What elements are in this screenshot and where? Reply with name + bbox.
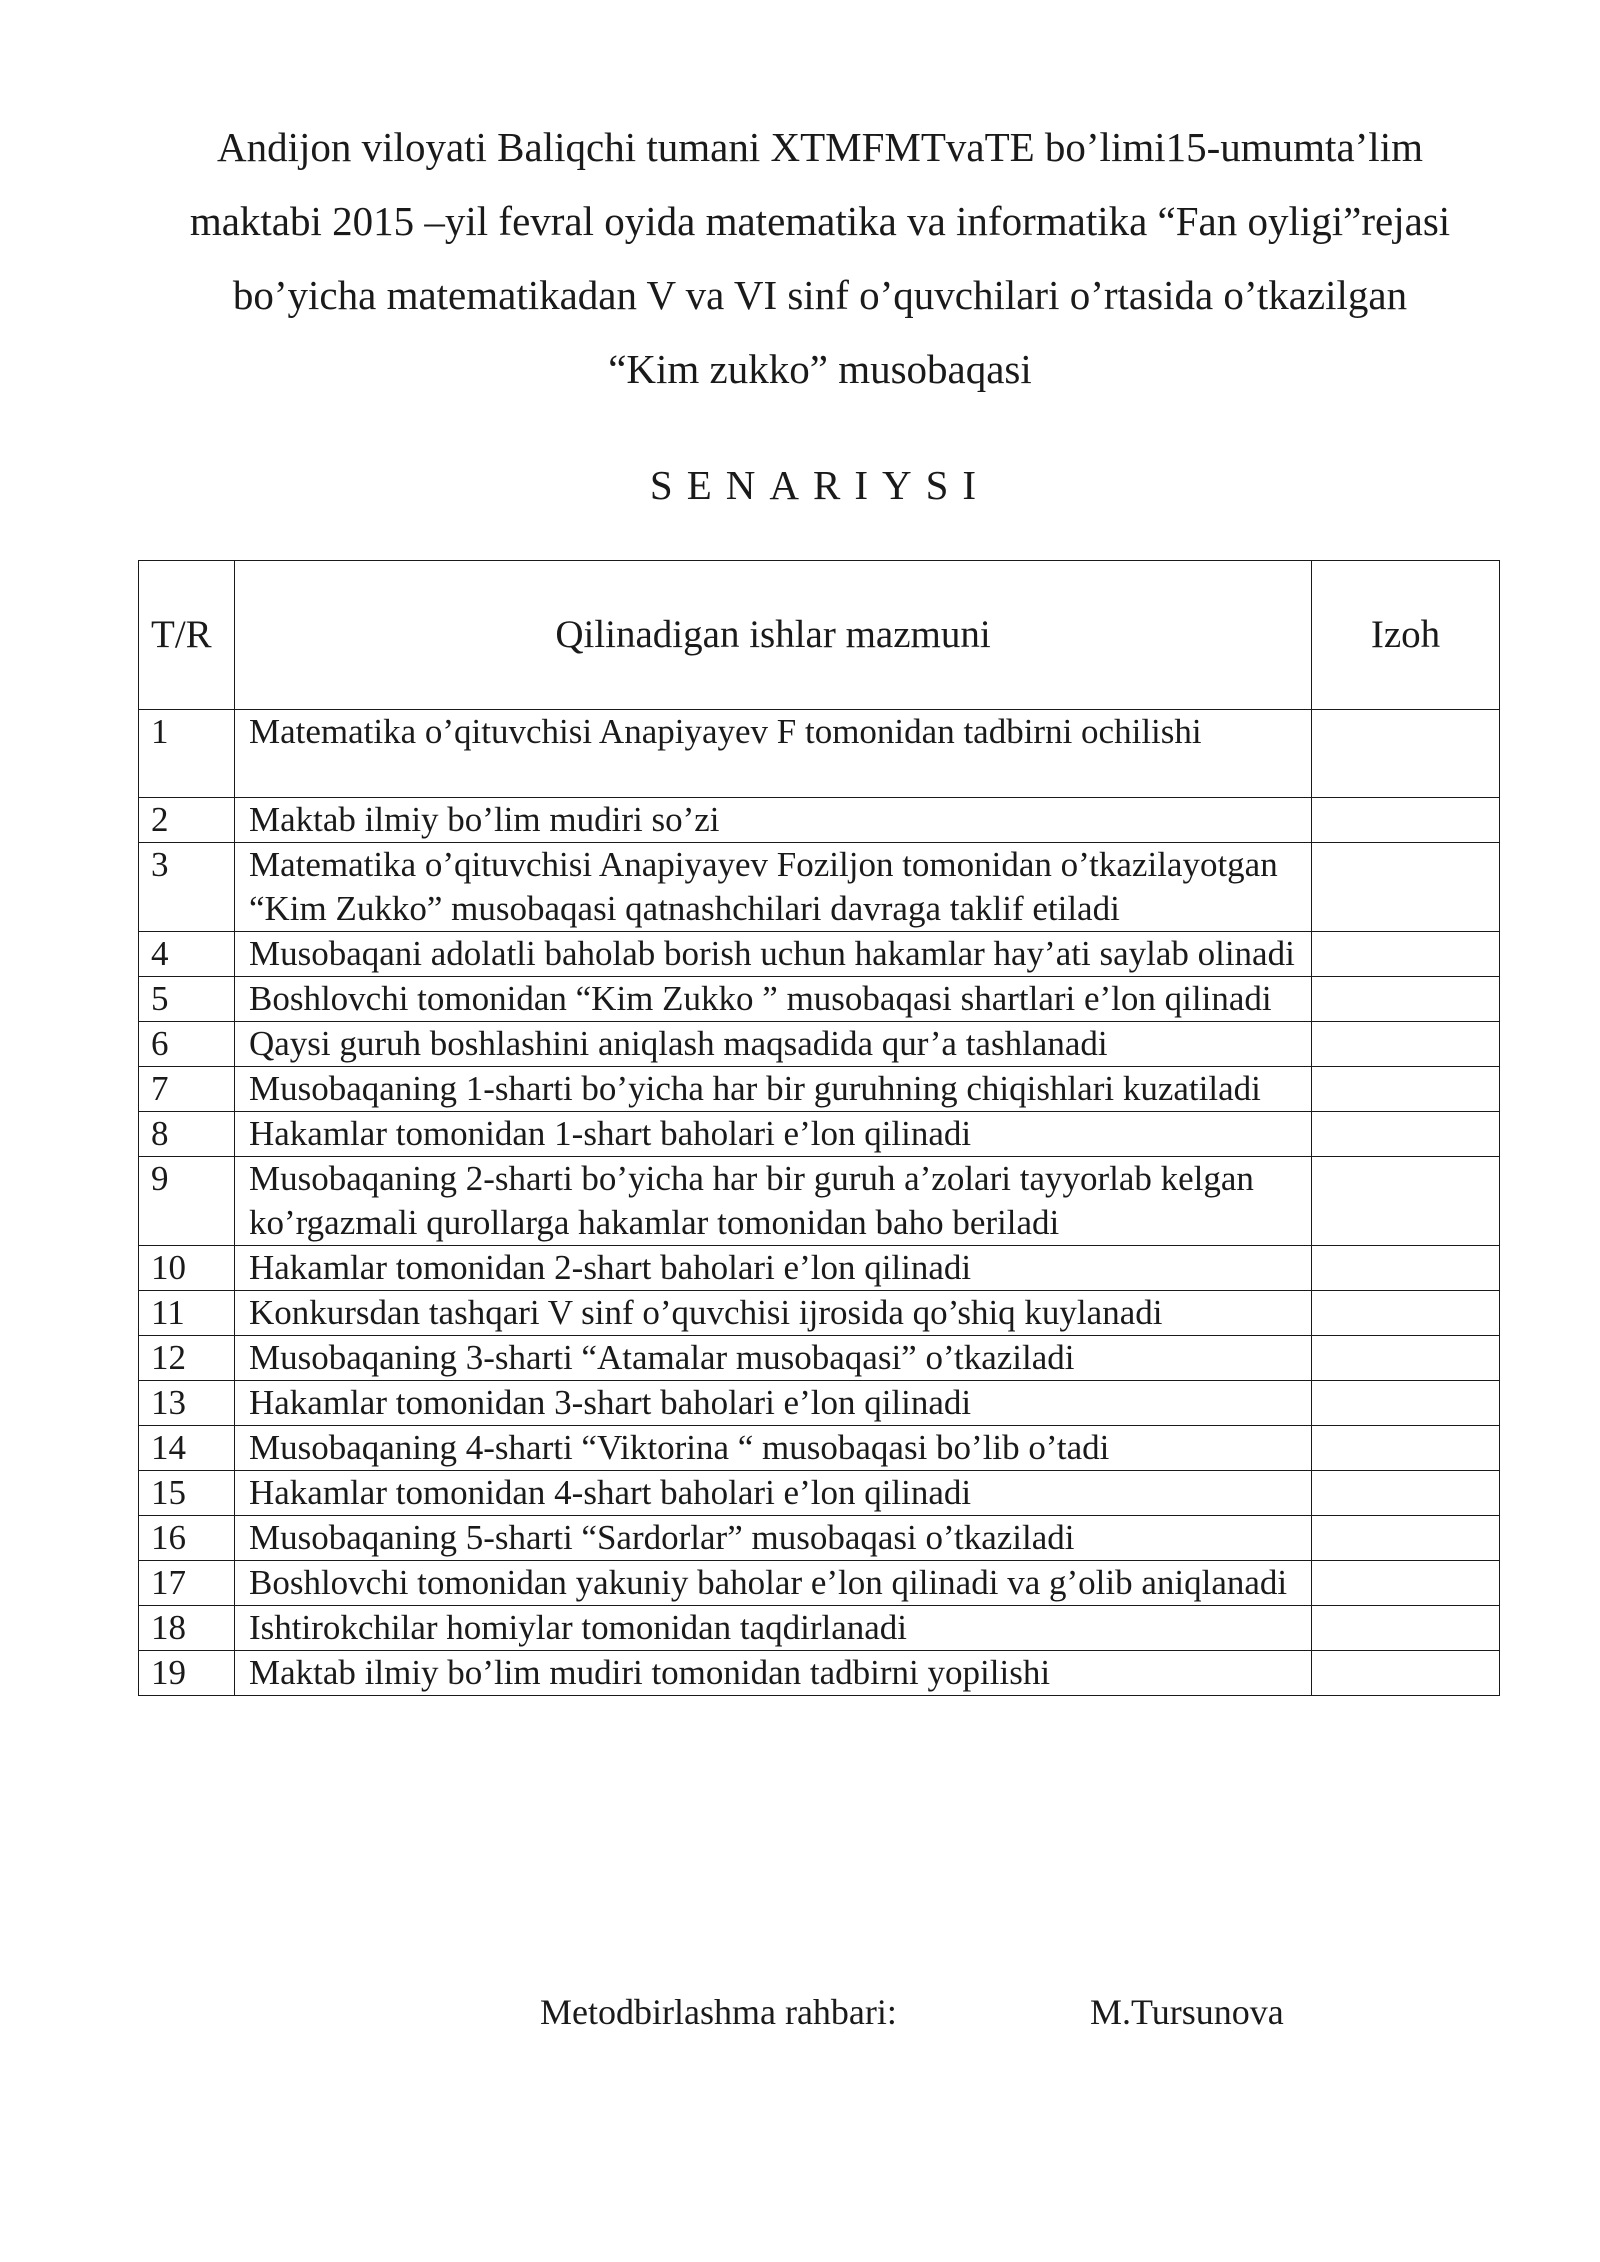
table-row xyxy=(139,1381,1500,1426)
row-number: 16 xyxy=(139,1516,235,1561)
row-note xyxy=(1312,1291,1500,1336)
document-subtitle: SENARIYSI xyxy=(649,462,991,508)
row-number: 1 xyxy=(139,710,235,798)
row-note xyxy=(1312,1606,1500,1651)
row-note xyxy=(1312,1516,1500,1561)
table-row xyxy=(139,798,1500,843)
row-note xyxy=(1312,710,1500,798)
row-number: 9 xyxy=(139,1157,235,1246)
row-content: Musobaqaning 2-sharti bo’yicha har bir guruh a’zolari tayyorlab kelgan ko’rgazmali qurollarga hakamlar tomonidan baho beriladi xyxy=(234,1157,1311,1246)
row-note xyxy=(1312,1381,1500,1426)
row-note xyxy=(1312,977,1500,1022)
table-row xyxy=(139,1606,1500,1651)
event-plan-table xyxy=(138,560,1500,1696)
row-number: 3 xyxy=(139,843,235,932)
title-line: “Kim zukko” musobaqasi xyxy=(608,346,1032,392)
column-header-note: Izoh xyxy=(1312,561,1500,710)
row-content: Hakamlar tomonidan 2-shart baholari e’lon qilinadi xyxy=(234,1246,1311,1291)
row-number: 11 xyxy=(139,1291,235,1336)
table-row xyxy=(139,1246,1500,1291)
table-row xyxy=(139,1112,1500,1157)
row-note xyxy=(1312,1022,1500,1067)
row-number: 8 xyxy=(139,1112,235,1157)
title-line: maktabi 2015 –yil fevral oyida matematika va informatika “Fan oyligi”rejasi xyxy=(189,198,1451,244)
table-row xyxy=(139,1157,1500,1246)
title-line: Andijon viloyati Baliqchi tumani XTMFMTvaTE bo’limi15-umumta’lim xyxy=(217,124,1423,170)
row-content: Konkursdan tashqari V sinf o’quvchisi ijrosida qo’shiq kuylanadi xyxy=(234,1291,1311,1336)
row-note xyxy=(1312,798,1500,843)
document-title xyxy=(140,110,1500,406)
row-number: 12 xyxy=(139,1336,235,1381)
row-content: Boshlovchi tomonidan yakuniy baholar e’lon qilinadi va g’olib aniqlanadi xyxy=(234,1561,1311,1606)
row-note xyxy=(1312,932,1500,977)
row-number: 13 xyxy=(139,1381,235,1426)
row-number: 18 xyxy=(139,1606,235,1651)
row-number: 6 xyxy=(139,1022,235,1067)
row-content: Boshlovchi tomonidan “Kim Zukko ” musobaqasi shartlari e’lon qilinadi xyxy=(234,977,1311,1022)
row-content: Hakamlar tomonidan 1-shart baholari e’lon qilinadi xyxy=(234,1112,1311,1157)
row-note xyxy=(1312,1246,1500,1291)
row-number: 17 xyxy=(139,1561,235,1606)
table-row xyxy=(139,710,1500,798)
row-content: Matematika o’qituvchisi Anapiyayev Foziljon tomonidan o’tkazilayotgan “Kim Zukko” musobaqasi qatnashchilari davraga taklif etiladi xyxy=(234,843,1311,932)
column-header-number: T/R xyxy=(139,561,235,710)
row-content: Musobaqani adolatli baholab borish uchun hakamlar hay’ati saylab olinadi xyxy=(234,932,1311,977)
title-line: bo’yicha matematikadan V va VI sinf o’quvchilari o’rtasida o’tkazilgan xyxy=(232,272,1408,318)
row-content: Maktab ilmiy bo’lim mudiri so’zi xyxy=(234,798,1311,843)
row-content: Hakamlar tomonidan 4-shart baholari e’lon qilinadi xyxy=(234,1471,1311,1516)
signature-role: Metodbirlashma rahbari: xyxy=(540,1992,897,2032)
row-number: 19 xyxy=(139,1651,235,1696)
table-row xyxy=(139,977,1500,1022)
table-row xyxy=(139,1561,1500,1606)
row-note xyxy=(1312,1561,1500,1606)
table-row xyxy=(139,1291,1500,1336)
table-row xyxy=(139,1471,1500,1516)
row-content: Matematika o’qituvchisi Anapiyayev F tomonidan tadbirni ochilishi xyxy=(234,710,1311,798)
row-content: Maktab ilmiy bo’lim mudiri tomonidan tadbirni yopilishi xyxy=(234,1651,1311,1696)
row-note xyxy=(1312,1112,1500,1157)
row-note xyxy=(1312,1651,1500,1696)
table-row xyxy=(139,1651,1500,1696)
row-note xyxy=(1312,843,1500,932)
row-number: 15 xyxy=(139,1471,235,1516)
table-row xyxy=(139,843,1500,932)
row-note xyxy=(1312,1336,1500,1381)
table-row xyxy=(139,1336,1500,1381)
row-number: 2 xyxy=(139,798,235,843)
row-number: 10 xyxy=(139,1246,235,1291)
row-content: Hakamlar tomonidan 3-shart baholari e’lon qilinadi xyxy=(234,1381,1311,1426)
table-row xyxy=(139,1022,1500,1067)
row-note xyxy=(1312,1157,1500,1246)
row-number: 7 xyxy=(139,1067,235,1112)
row-number: 5 xyxy=(139,977,235,1022)
row-number: 4 xyxy=(139,932,235,977)
table-row xyxy=(139,1067,1500,1112)
row-number: 14 xyxy=(139,1426,235,1471)
row-content: Qaysi guruh boshlashini aniqlash maqsadida qur’a tashlanadi xyxy=(234,1022,1311,1067)
table-row xyxy=(139,1516,1500,1561)
column-header-content: Qilinadigan ishlar mazmuni xyxy=(234,561,1311,710)
table-header-row xyxy=(139,561,1500,710)
table-row xyxy=(139,1426,1500,1471)
table-row xyxy=(139,932,1500,977)
row-content: Musobaqaning 1-sharti bo’yicha har bir guruhning chiqishlari kuzatiladi xyxy=(234,1067,1311,1112)
row-note xyxy=(1312,1471,1500,1516)
row-content: Musobaqaning 5-sharti “Sardorlar” musobaqasi o’tkaziladi xyxy=(234,1516,1311,1561)
row-note xyxy=(1312,1426,1500,1471)
table-body xyxy=(139,710,1500,1696)
row-content: Musobaqaning 3-sharti “Atamalar musobaqasi” o’tkaziladi xyxy=(234,1336,1311,1381)
row-content: Musobaqaning 4-sharti “Viktorina “ musobaqasi bo’lib o’tadi xyxy=(234,1426,1311,1471)
row-content: Ishtirokchilar homiylar tomonidan taqdirlanadi xyxy=(234,1606,1311,1651)
signature-name: M.Tursunova xyxy=(1090,1992,1284,2032)
row-note xyxy=(1312,1067,1500,1112)
